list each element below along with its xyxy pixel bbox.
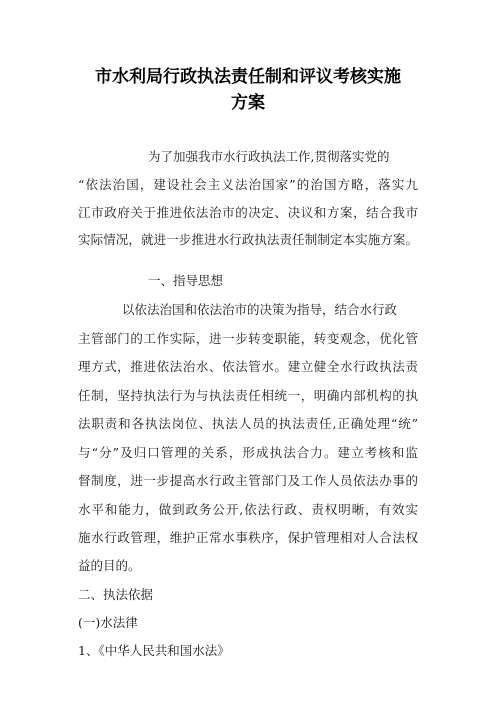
section1-line-10: 益的目的。: [78, 558, 141, 573]
section1-line-1: 以依法治国和依法治市的决策为指导，结合水行政: [122, 302, 398, 317]
section1-line-5: 法职责和各执法岗位、执法人员的执法责任,正确处理“统”: [78, 416, 418, 431]
section1-line-8: 水平和能力，做到政务公开,依法行政、责权明晰，有效实: [78, 502, 418, 517]
section1-line-4: 任制，坚持执法行为与执法责任相统一，明确内部机构的执: [78, 388, 418, 403]
section-heading-guiding-ideology: 一、指导思想: [148, 273, 224, 288]
law-item-1: 1、《中华人民共和国水法》: [78, 643, 230, 658]
intro-line-2: “依法治国，建设社会主义法治国家”的治国方略，落实九: [78, 177, 418, 192]
section1-line-9: 施水行政管理，维护正常水事秩序，保护管理相对人合法权: [78, 530, 418, 545]
section1-line-6: 与“分”及归口管理的关系，形成执法合力。建立考核和监: [78, 445, 418, 460]
section1-line-3: 理方式，推进依法治水、依法管水。建立健全水行政执法责: [78, 359, 418, 374]
intro-line-4: 实际情况，就进一步推进水行政执法责任制制定本实施方案。: [78, 232, 418, 247]
section1-line-2: 主管部门的工作实际，进一步转变职能，转变观念，优化管: [78, 331, 418, 346]
intro-line-3: 江市政府关于推进依法治市的决定、决议和方案，结合我市: [78, 205, 418, 220]
subsection-water-laws: (一)水法律: [78, 615, 138, 630]
document-title: 市水利局行政执法责任制和评议考核实施: [95, 67, 401, 87]
section1-line-7: 督制度，进一步提高水行政主管部门及工作人员依法办事的: [78, 473, 418, 488]
intro-line-1: 为了加强我市水行政执法工作,贯彻落实党的: [148, 149, 390, 164]
section-heading-enforcement-basis: 二、执法依据: [78, 587, 154, 602]
document-title-continued: 方案: [231, 93, 265, 113]
